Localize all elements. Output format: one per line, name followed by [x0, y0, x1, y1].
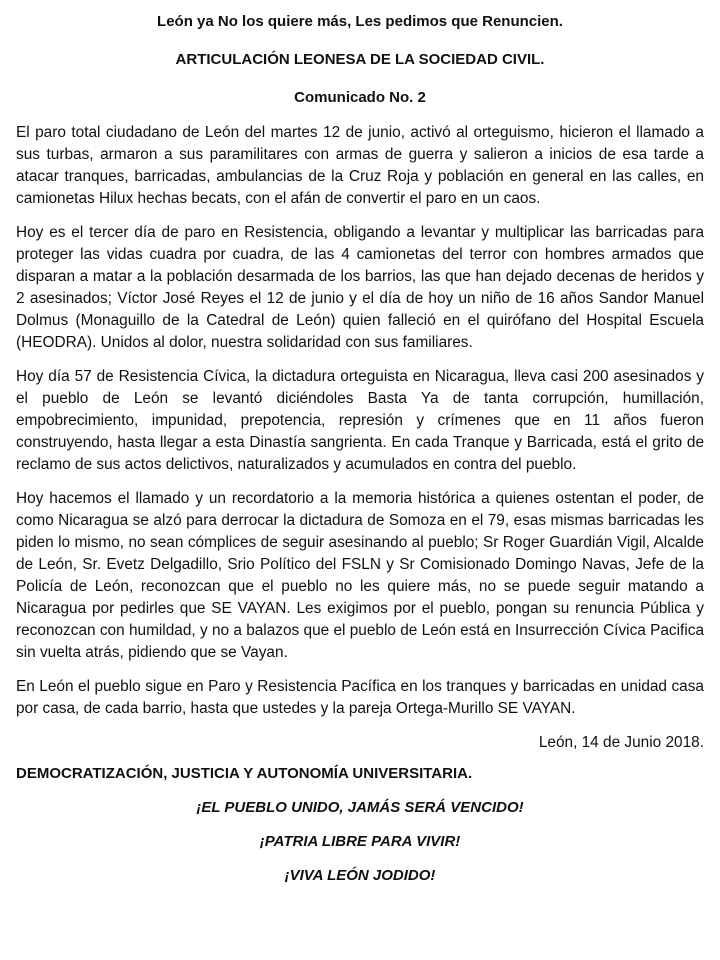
date-line: León, 14 de Junio 2018.	[538, 734, 704, 751]
organization-name: ARTICULACIÓN LEONESA DE LA SOCIEDAD CIVIL.	[175, 51, 545, 68]
paragraph-2: Hoy es el tercer día de paro en Resistencia, obligando a levantar y multiplicar las barricadas para proteger las vidas cuadra por cuadra, de las 4 camionetas del terror con hombres armados que disparan a matar a la población desarmada de los barrios, las que han dejado decenas de heridos y 2 asesinados; Víctor José Reyes el 12 de junio y el día de hoy un niño de 16 años Sandor Manuel Dolmus (Monaguillo de la Catedral de León) quien falleció en el quirófano del Hospital Escuela (HEODRA). Unidos al dolor, nuestra solidaridad con sus familiares.	[16, 224, 704, 351]
slogan-1: ¡EL PUEBLO UNIDO, JAMÁS SERÁ VENCIDO!	[196, 799, 524, 816]
communique-number: Comunicado No. 2	[294, 89, 426, 106]
paragraph-3: Hoy día 57 de Resistencia Cívica, la dictadura orteguista en Nicaragua, lleva casi 200 asesinados y el pueblo de León se levantó diciéndoles Basta Ya de tanta corrupción, humillación, empobrecimiento, impunidad, prepotencia, represión y crímenes que en 11 años fueron construyendo, hasta llegar a esta Dinastía sangrienta. En cada Tranque y Barricada, está el grito de reclamo de sus actos delictivos, naturalizados y acumulados en contra del pueblo.	[16, 368, 704, 473]
paragraph-1: El paro total ciudadano de León del martes 12 de junio, activó al orteguismo, hicieron el llamado a sus turbas, armaron a sus paramilitares con armas de guerra y salieron a inicios de esa tarde a atacar tranques, barricadas, ambulancias de la Cruz Roja y población en general en las calles, en camionetas Hilux hechas becats, con el afán de convertir el paro en un caos.	[16, 124, 704, 207]
headline: León ya No los quiere más, Les pedimos que Renuncien.	[157, 13, 563, 30]
slogan-3: ¡VIVA LEÓN JODIDO!	[284, 867, 436, 884]
closing-motto: DEMOCRATIZACIÓN, JUSTICIA Y AUTONOMÍA UNIVERSITARIA.	[16, 765, 473, 782]
slogan-2: ¡PATRIA LIBRE PARA VIVIR!	[259, 833, 461, 850]
paragraph-5: En León el pueblo sigue en Paro y Resistencia Pacífica en los tranques y barricadas en unidad casa por casa, de cada barrio, hasta que ustedes y la pareja Ortega-Murillo SE VAYAN.	[16, 678, 704, 717]
paragraph-4: Hoy hacemos el llamado y un recordatorio a la memoria histórica a quienes ostentan el poder, de como Nicaragua se alzó para derrocar la dictadura de Somoza en el 79, esas mismas barricadas les piden lo mismo, no sean cómplices de seguir asesinando al pueblo; Sr Roger Guardián Vigil, Alcalde de León, Sr. Evetz Delgadillo, Srio Político del FSLN y Sr Comisionado Domingo Navas, Jefe de la Policía de León, reconozcan que el pueblo no les quiere más, no se puede seguir matando a Nicaragua por pedirles que SE VAYAN. Les exigimos por el pueblo, pongan su renuncia Pública y reconozcan con humildad, y no a balazos que el pueblo de León está en Insurrección Cívica Pacifica sin vuelta atrás, pidiendo que se Vayan.	[16, 490, 704, 661]
